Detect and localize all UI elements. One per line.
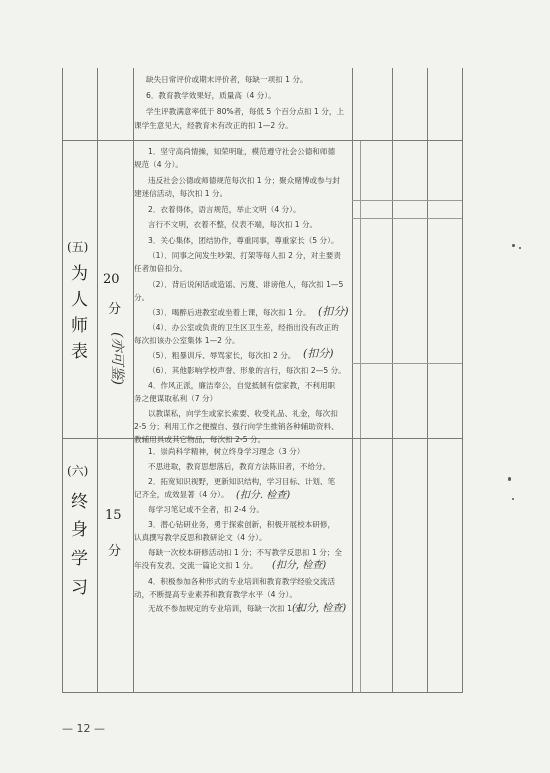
section-title-char: 学 xyxy=(71,549,88,569)
text-line: 4．作风正派，廉洁奉公，自觉抵制有偿家教，不利用职 xyxy=(148,381,336,390)
table-row-divider xyxy=(352,218,462,219)
table-row-divider xyxy=(352,200,462,201)
text-line: 务之便谋取私利（7 分） xyxy=(134,394,218,403)
text-line: 任者加倍扣分。 xyxy=(134,264,188,273)
text-line: （2）．背后说闲话或造谣、污蔑、诽谤他人，每次扣 1—5 xyxy=(148,280,344,289)
section-number: (五) xyxy=(67,240,89,254)
section-title-char: 师 xyxy=(71,316,88,336)
text-line: 分。 xyxy=(134,293,150,302)
scan-speck xyxy=(512,244,515,247)
text-line: 年没有发表、交流一篇论文扣 1 分。 xyxy=(134,561,258,570)
text-line: 言行不文明，衣着不整，仪表不端，每次扣 1 分。 xyxy=(148,220,318,229)
text-line: 建迷信活动，每次扣 1 分。 xyxy=(134,189,228,198)
table-border-col3 xyxy=(352,68,353,693)
text-line: 无故不参加规定的专业培训，每缺一次扣 1 分。 xyxy=(148,604,310,613)
text-line: （3）．喝醉后进教室或坐着上课，每次扣 1 分。 xyxy=(148,308,311,317)
handwritten-note: (扣分, 检查) xyxy=(272,560,327,571)
section-score: 15 xyxy=(105,508,122,523)
section-title-char: 身 xyxy=(71,520,88,540)
page-number: — 12 — xyxy=(62,722,105,735)
text-line: 3．关心集体，团结协作，尊重同事，尊重家长（5 分）。 xyxy=(148,236,339,245)
section-title-char: 人 xyxy=(71,290,88,310)
text-line: 6．教育教学效果好，质量高（4 分）。 xyxy=(146,91,276,100)
section-score-unit: 分 xyxy=(108,544,122,559)
text-line: 每学习笔记或不全者，扣 2-4 分。 xyxy=(148,505,264,514)
text-line: 每次扣该办公室集体 1—2 分。 xyxy=(134,336,240,345)
text-line: （6）．其他影响学校声誉、形象的言行，每次扣 2—5 分。 xyxy=(148,366,346,375)
text-line: 认真撰写教学反思和教研论文（4 分）。 xyxy=(134,533,267,542)
section-title-char: 为 xyxy=(71,264,88,284)
table-border-inner xyxy=(360,140,361,693)
scan-speck xyxy=(512,498,514,500)
text-line: 教辅用具或其它物品，每次扣 2-5 分。 xyxy=(134,435,266,444)
text-line: 缺失日常评价或期末评价者，每缺一项扣 1 分。 xyxy=(146,75,308,84)
text-line: 学生评教满意率低于 80%者，每低 5 个百分点扣 1 分，上 xyxy=(146,107,345,116)
table-border-col4 xyxy=(392,68,393,693)
section-number: (六) xyxy=(67,464,89,478)
section-score-unit: 分 xyxy=(108,302,122,317)
table-border-right xyxy=(462,68,463,693)
handwritten-note: (扣分. 检查) xyxy=(236,490,291,501)
text-line: 不思进取，教育思想落后，教育方法陈旧者，不给分。 xyxy=(148,462,331,471)
handwritten-note: (扣分) xyxy=(303,347,334,360)
text-line: 2-5 分；利用工作之便擅自、强行向学生推销各种辅助资料、 xyxy=(134,422,339,431)
text-line: 记齐全，成效显著（4 分）。 xyxy=(134,490,229,499)
text-line: 规范（4 分）。 xyxy=(134,160,184,169)
handwritten-note: (扣分) xyxy=(318,305,349,318)
section-title-char: 终 xyxy=(71,492,88,512)
text-line: 动，不断提高专业素养和教育教学水平（4 分）。 xyxy=(134,590,297,599)
table-border-col1 xyxy=(97,68,98,693)
text-line: 2．拓宽知识视野，更新知识结构，学习目标、计划、笔 xyxy=(148,477,336,486)
text-line: （1）．同事之间发生吵架、打架等每人扣 2 分，对主要责 xyxy=(148,251,341,260)
text-line: 3．潜心钻研业务，勇于探索创新，积极开展校本研修， xyxy=(148,520,336,529)
scan-speck xyxy=(519,247,521,249)
text-line: 1．坚守高尚情操，知荣明耻，模范遵守社会公德和师德 xyxy=(148,147,336,156)
section-score: 20 xyxy=(103,272,120,287)
section-title-char: 习 xyxy=(71,578,88,598)
table-row-divider xyxy=(62,140,462,141)
table-border-col5 xyxy=(427,68,428,693)
text-line: 1．崇尚科学精神，树立终身学习理念（3 分） xyxy=(148,447,305,456)
table-border-bottom xyxy=(62,692,462,693)
scan-speck xyxy=(508,477,511,481)
text-line: （5）．粗暴训斥、辱骂家长，每次扣 2 分。 xyxy=(148,351,296,360)
text-line: 每缺一次校本研修活动扣 1 分；不写教学反思扣 1 分；全 xyxy=(148,548,342,557)
text-line: 以教谋私，向学生或家长索要、收受礼品、礼金，每次扣 xyxy=(148,409,338,418)
section-title-char: 表 xyxy=(71,342,88,362)
text-line: 课学生意见大，经教育未有改正的扣 1—2 分。 xyxy=(134,121,293,130)
text-line: 2．衣着得体，语言规范，举止文明（4 分）。 xyxy=(148,205,301,214)
text-line: 违反社会公德或师德规范每次扣 1 分；聚众赌博或参与封 xyxy=(148,176,340,185)
text-line: 4．积极参加各种形式的专业培训和教育教学经验交流活 xyxy=(148,577,336,586)
table-row-divider xyxy=(352,363,462,364)
text-line: （4）．办公室或负责的卫生区卫生差，经指出没有改正的 xyxy=(148,323,339,332)
handwritten-side-note: (亦可鉴) xyxy=(109,332,125,385)
table-border-left xyxy=(62,68,63,693)
handwritten-note: (扣分, 检查) xyxy=(292,603,347,614)
